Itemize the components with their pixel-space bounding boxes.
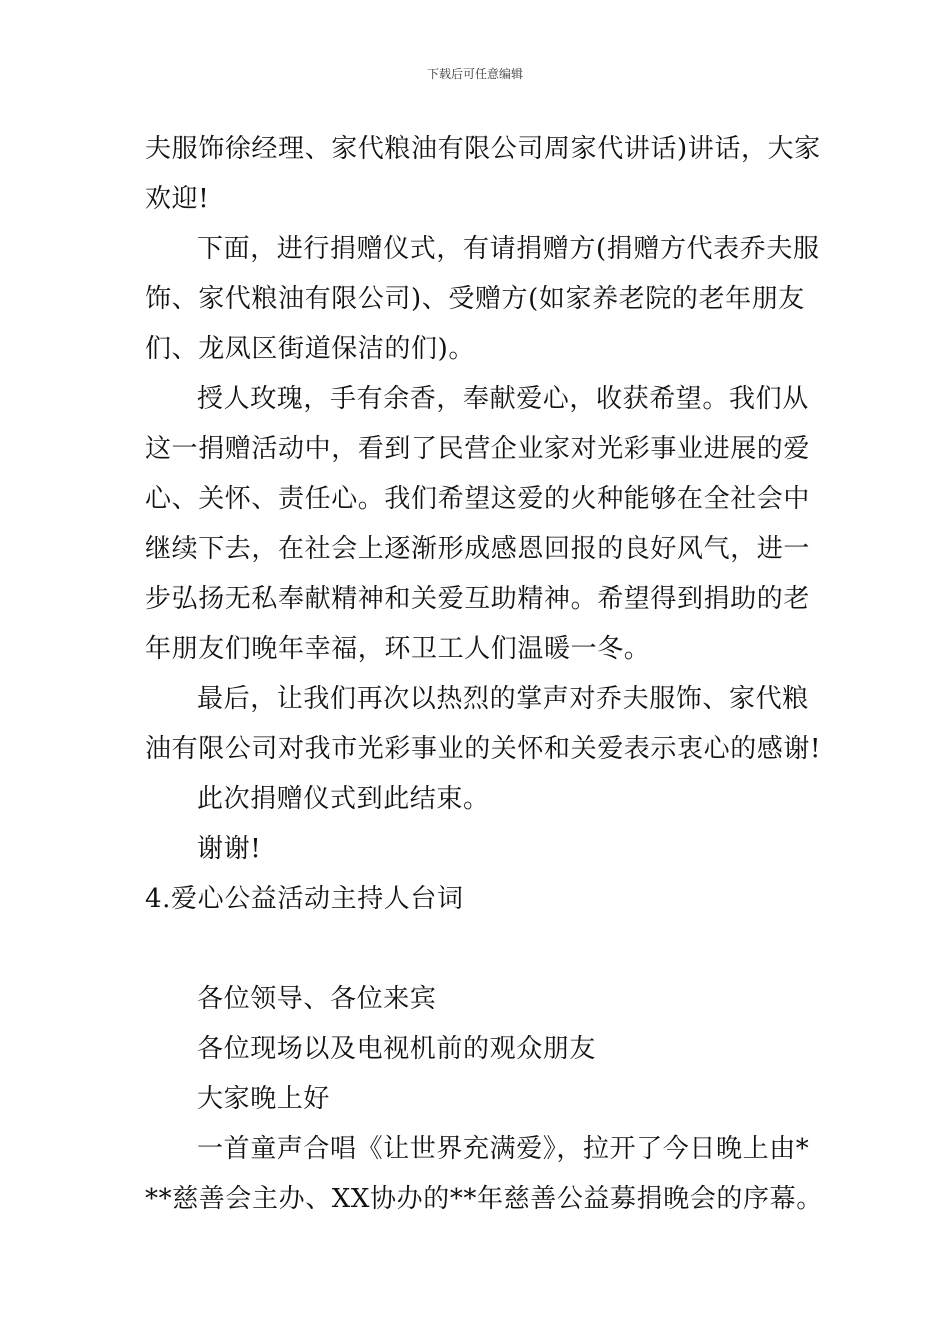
paragraph-line: 这一捐赠活动中，看到了民营企业家对光彩事业进展的爱 [145,434,811,464]
paragraph-line: 一首童声合唱《让世界充满爱》，拉开了今日晚上由* [197,1134,810,1164]
paragraph-line: 各位领导、各位来宾 [197,984,437,1014]
paragraph-line: 夫服饰徐经理、家代粮油有限公司周家代讲话)讲话，大家 [145,134,821,164]
section-heading: 4.爱心公益活动主持人台词 [145,884,464,914]
paragraph-line: 继续下去，在社会上逐渐形成感恩回报的良好风气，进一 [145,534,811,564]
paragraph-line: 们、龙凤区街道保洁的们)。 [145,334,475,364]
paragraph-line: 各位现场以及电视机前的观众朋友 [197,1034,597,1064]
paragraph-line: 谢谢! [197,834,262,864]
paragraph-line: 年朋友们晚年幸福，环卫工人们温暖一冬。 [145,634,651,664]
paragraph-line: 此次捐赠仪式到此结束。 [197,784,490,814]
paragraph-line: 心、关怀、责任心。我们希望这爱的火种能够在全社会中 [145,484,811,514]
page-header-note: 下载后可任意编辑 [426,67,523,81]
paragraph-line: 授人玫瑰，手有余香，奉献爱心，收获希望。我们从 [197,384,809,414]
paragraph-line: 大家晚上好 [197,1084,331,1114]
paragraph-line: 最后，让我们再次以热烈的掌声对乔夫服饰、家代粮 [197,684,809,714]
paragraph-line: 步弘扬无私奉献精神和关爱互助精神。希望得到捐助的老 [145,584,811,614]
paragraph-line: 下面，进行捐赠仪式，有请捐赠方(捐赠方代表乔夫服 [197,234,820,264]
blank-line [145,924,809,974]
paragraph-line: **慈善会主办、XX协办的**年慈善公益募捐晚会的序幕。 [145,1184,823,1214]
document-body [145,124,823,1224]
paragraph-line: 油有限公司对我市光彩事业的关怀和关爱表示衷心的感谢! [145,734,822,764]
paragraph-line: 欢迎! [145,184,210,214]
paragraph-line: 饰、家代粮油有限公司)、受赠方(如家养老院的老年朋友 [145,284,805,314]
